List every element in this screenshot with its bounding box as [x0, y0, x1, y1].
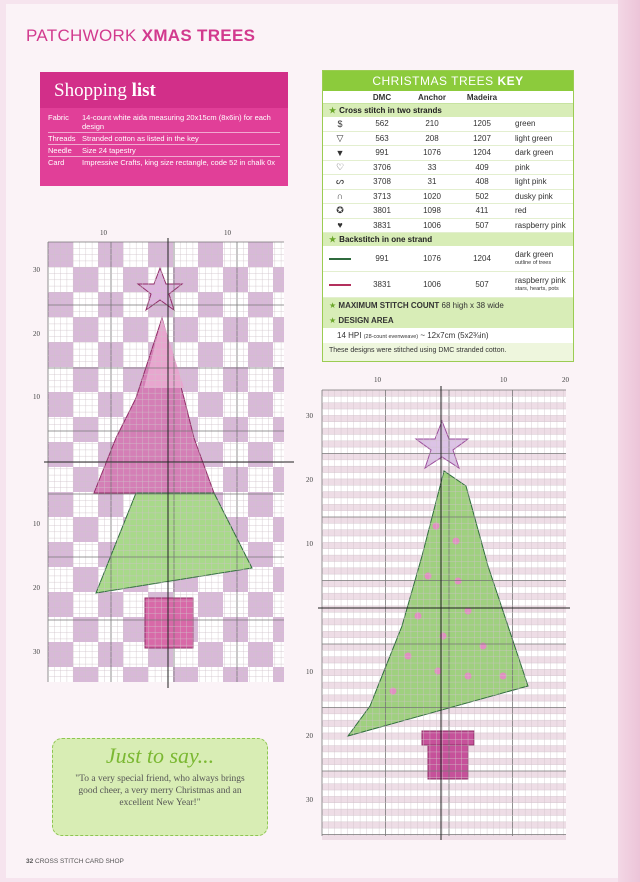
patchwork-square — [123, 317, 148, 342]
stripe-band — [322, 822, 566, 828]
backstitch-rows — [323, 246, 573, 298]
key-row — [323, 117, 573, 132]
dmc-code: 562 — [375, 119, 389, 129]
cross-stitch-heading: ★ Cross stitch in two strands — [323, 104, 573, 117]
patchwork-square — [248, 492, 273, 517]
patchwork-square — [98, 492, 123, 517]
axis-number: 30 — [33, 266, 40, 274]
ornament — [425, 573, 432, 580]
backstitch-row — [323, 246, 573, 272]
design-area-value: 14 HPI (28-count evenweave) ~ 12x7cm (5x2¾in) — [323, 328, 573, 343]
axis-number: 10 — [500, 376, 507, 384]
patchwork-square — [198, 392, 223, 417]
anchor-code: 31 — [427, 177, 437, 187]
anchor-code: 1076 — [423, 254, 441, 263]
color-name: light pink — [515, 177, 547, 187]
shopping-row-label: Fabric — [48, 113, 69, 122]
star-icon: ★ — [329, 316, 339, 325]
page-edge — [618, 0, 640, 882]
shopping-row-value: Impressive Crafts, king size rectangle, code 52 in chalk 0x — [82, 158, 276, 167]
stitch-symbol-icon: ♡ — [335, 161, 345, 172]
stitch-symbol-icon: ▼ — [335, 147, 345, 158]
patchwork-square — [73, 417, 98, 442]
axis-number: 10 — [306, 668, 313, 676]
shopping-row-value: 14-count white aida measuring 20x15cm (8x6in) for each design — [82, 113, 271, 131]
patchwork-square — [73, 467, 98, 492]
color-name: raspberry pink stars, hearts, pots — [515, 275, 566, 292]
shopping-row — [48, 157, 280, 168]
axis-number: 20 — [562, 376, 569, 384]
madeira-code: 507 — [475, 220, 489, 230]
patchwork-square — [73, 567, 98, 592]
dmc-code: 3708 — [373, 177, 391, 187]
patchwork-square — [223, 317, 248, 342]
ornament — [435, 668, 442, 675]
madeira-code: 1205 — [473, 119, 491, 129]
patchwork-square — [248, 442, 273, 467]
patchwork-square — [248, 642, 273, 667]
stitch-symbol-icon: ♥ — [337, 220, 343, 231]
axis-number: 30 — [33, 648, 40, 656]
dmc-code: 3706 — [373, 162, 391, 172]
just-to-say-title: Just to say... — [105, 743, 215, 768]
key-title: CHRISTMAS TREES KEY — [323, 71, 573, 91]
axis-number: 30 — [306, 412, 313, 420]
backstitch-line-icon — [323, 284, 357, 286]
shopping-row — [48, 133, 280, 145]
shopping-row-label: Card — [48, 158, 65, 167]
stitch-key — [322, 70, 574, 362]
patchwork-square — [223, 417, 248, 442]
shopping-row — [48, 112, 280, 133]
axis-number: 10 — [33, 393, 40, 401]
stitch-symbol-icon: ▽ — [336, 132, 344, 143]
ornament — [405, 653, 412, 660]
patchwork-square — [198, 592, 223, 617]
star-icon: ★ — [329, 301, 339, 310]
shopping-list — [40, 72, 288, 186]
patchwork-square — [223, 267, 248, 292]
patchwork-square — [198, 342, 223, 367]
anchor-code: 1076 — [423, 148, 441, 158]
page-footer: 32 CROSS STITCH CARD SHOP — [26, 858, 124, 865]
stitch-symbol-icon: $ — [337, 118, 343, 129]
key-row — [323, 175, 573, 190]
axis-number: 30 — [306, 796, 313, 804]
color-name: pink — [515, 162, 530, 172]
axis-number: 10 — [306, 540, 313, 548]
anchor-code: 1020 — [423, 191, 441, 201]
stripe-band — [322, 390, 566, 396]
stripe-band — [322, 403, 566, 409]
chart-left-grid — [44, 238, 294, 688]
patchwork-square — [98, 292, 123, 317]
dmc-code: 3713 — [373, 191, 391, 201]
shopping-list-rows — [40, 108, 288, 172]
patchwork-square — [73, 617, 98, 642]
stripe-band — [322, 784, 566, 790]
just-to-say-box — [52, 738, 268, 836]
chart-left-tree — [33, 229, 294, 688]
patchwork-square — [248, 592, 273, 617]
axis-number: 10 — [374, 376, 381, 384]
ornament — [480, 643, 487, 650]
key-row — [323, 204, 573, 219]
patchwork-square — [123, 667, 148, 682]
dmc-code: 3831 — [373, 280, 391, 289]
axis-number: 20 — [306, 732, 313, 740]
dmc-code: 563 — [375, 133, 389, 143]
axis-number: 10 — [100, 229, 107, 237]
stripe-band — [322, 796, 566, 802]
patchwork-square — [73, 267, 98, 292]
madeira-code: 1204 — [473, 254, 491, 263]
color-name: dark green — [515, 148, 554, 158]
patchwork-square — [223, 617, 248, 642]
anchor-code: 1006 — [423, 280, 441, 289]
patchwork-square — [73, 667, 98, 682]
patchwork-square — [73, 367, 98, 392]
patchwork-square — [98, 392, 123, 417]
just-to-say-message: "To a very special friend, who always brings good cheer, a very merry Christmas and an excellent New Year!" — [75, 774, 245, 808]
shopping-row-value: Size 24 tapestry — [82, 146, 136, 155]
key-row — [323, 132, 573, 147]
dmc-note: These designs were stitched using DMC stranded cotton. — [323, 343, 573, 358]
key-row — [323, 190, 573, 205]
star-icon: ★ — [329, 235, 337, 244]
tree-pot — [145, 598, 193, 648]
madeira-code: 409 — [475, 162, 489, 172]
anchor-code: 1098 — [423, 206, 441, 216]
patchwork-square — [223, 367, 248, 392]
page-title: PATCHWORK XMAS TREES — [26, 26, 256, 45]
shopping-row-value: Stranded cotton as listed in the key — [82, 134, 199, 143]
patchwork-square — [173, 667, 198, 682]
axis-number: 10 — [33, 520, 40, 528]
stitch-symbol-icon: ∩ — [336, 191, 344, 202]
stitch-count: ★ MAXIMUM STITCH COUNT 68 high x 38 wide — [323, 298, 573, 313]
color-name: green — [515, 119, 536, 129]
key-row — [323, 146, 573, 161]
color-name: raspberry pink — [515, 220, 566, 230]
anchor-code: 210 — [425, 119, 439, 129]
patchwork-square — [198, 292, 223, 317]
chart-right-tree — [306, 376, 570, 840]
dmc-code: 3801 — [373, 206, 391, 216]
anchor-code: 1006 — [423, 220, 441, 230]
stripe-band — [322, 809, 566, 815]
madeira-code: 411 — [475, 206, 489, 216]
axis-number: 20 — [33, 584, 40, 592]
shopping-row-label: Threads — [48, 134, 76, 143]
dmc-code: 3831 — [373, 220, 391, 230]
shopping-row — [48, 145, 280, 157]
patchwork-square — [98, 592, 123, 617]
stripe-band — [322, 835, 566, 841]
star-icon: ★ — [329, 106, 337, 115]
key-column-headers — [323, 91, 573, 104]
key-column-header: Madeira — [466, 92, 498, 102]
patchwork-square — [248, 342, 273, 367]
color-name: red — [515, 206, 527, 216]
backstitch-heading: ★ Backstitch in one strand — [323, 233, 573, 246]
backstitch-line-icon — [323, 258, 357, 260]
key-row — [323, 219, 573, 234]
patchwork-square — [248, 292, 273, 317]
patchwork-square — [248, 392, 273, 417]
patchwork-square — [173, 317, 198, 342]
color-name: dusky pink — [515, 191, 553, 201]
stripe-band — [322, 415, 566, 421]
anchor-code: 33 — [427, 162, 437, 172]
design-area-label: ★ DESIGN AREA — [323, 313, 573, 328]
backstitch-row — [323, 272, 573, 298]
shopping-row-label: Needle — [48, 146, 72, 155]
patchwork-square — [123, 617, 148, 642]
dmc-code: 991 — [375, 254, 389, 263]
stitch-symbol-icon: ᔕ — [335, 176, 345, 187]
patchwork-square — [198, 642, 223, 667]
madeira-code: 1207 — [473, 133, 491, 143]
madeira-code: 507 — [475, 280, 489, 289]
chart-right-grid — [318, 386, 570, 840]
patchwork-square — [98, 642, 123, 667]
axis-number: 10 — [224, 229, 231, 237]
patchwork-square — [98, 342, 123, 367]
patchwork-square — [223, 467, 248, 492]
axis-number: 20 — [306, 476, 313, 484]
key-column-header: DMC — [372, 92, 392, 102]
madeira-code: 502 — [475, 191, 489, 201]
stitch-symbol-icon: ✪ — [336, 205, 344, 216]
cross-stitch-rows — [323, 117, 573, 233]
ornament — [500, 673, 507, 680]
patchwork-square — [73, 317, 98, 342]
shopping-list-title: Shopping list — [40, 72, 288, 108]
color-name: light green — [515, 133, 553, 143]
axis-number: 20 — [33, 330, 40, 338]
madeira-code: 1204 — [473, 148, 491, 158]
color-name: dark green outline of trees — [515, 249, 554, 266]
key-column-header: Anchor — [418, 92, 446, 102]
patchwork-square — [223, 667, 248, 682]
ornament — [453, 538, 460, 545]
tree-pot — [428, 745, 468, 779]
madeira-code: 408 — [475, 177, 489, 187]
dmc-code: 991 — [375, 148, 389, 158]
key-row — [323, 161, 573, 176]
anchor-code: 208 — [425, 133, 439, 143]
